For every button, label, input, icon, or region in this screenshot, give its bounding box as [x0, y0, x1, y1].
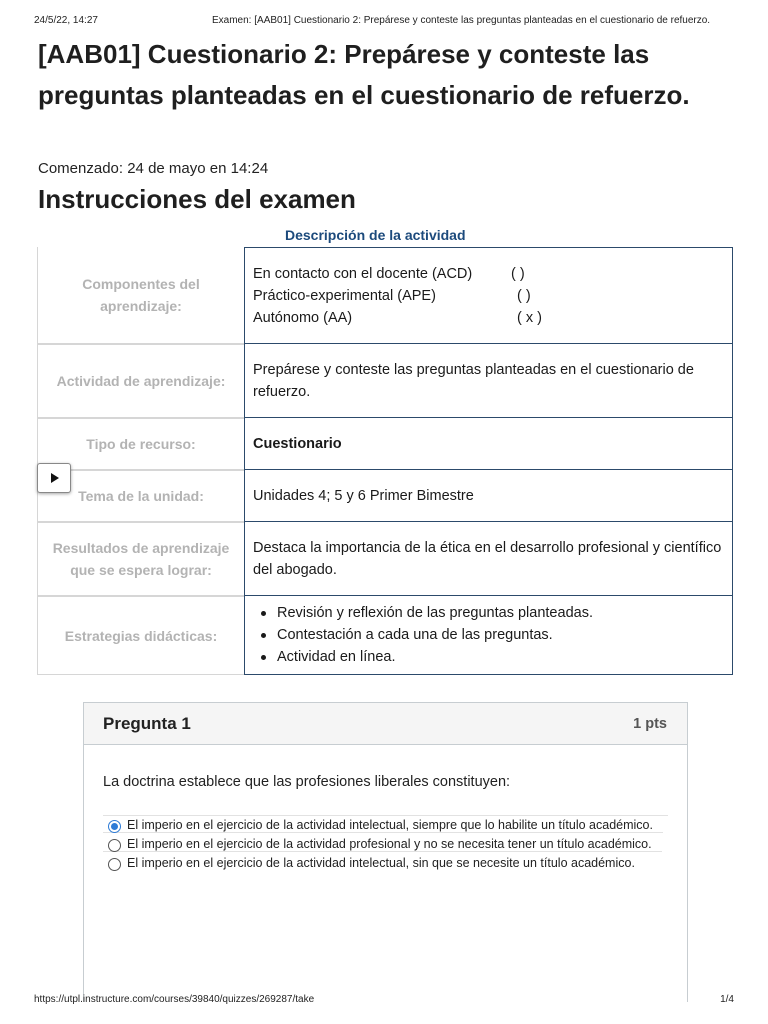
- strategies-label: Estrategias didácticas:: [37, 596, 244, 675]
- started-timestamp: Comenzado: 24 de mayo en 14:24: [38, 160, 269, 177]
- bullet-icon: [261, 655, 266, 660]
- print-header: [34, 15, 734, 29]
- print-url: https://utpl.instructure.com/courses/39840/quizzes/269287/take: [34, 994, 315, 1005]
- component-acd-mark: ( ): [511, 265, 525, 282]
- strategies-list: [253, 602, 724, 668]
- question-points: 1 pts: [633, 716, 667, 732]
- question-name: Pregunta 1: [103, 714, 191, 733]
- resource-label: Tipo de recurso:: [37, 418, 244, 470]
- answer-option[interactable]: [103, 848, 645, 870]
- instructions-heading: Instrucciones del examen: [38, 184, 356, 214]
- answer-list: [103, 815, 668, 873]
- component-aa: [253, 307, 724, 329]
- components-label: Componentes del aprendizaje:: [37, 247, 244, 344]
- component-ape-mark: ( ): [517, 287, 531, 304]
- row-strategies: [37, 596, 733, 675]
- strategy-item-text: Contestación a cada una de las preguntas.: [277, 627, 553, 643]
- answer-text: El imperio en el ejercicio de la actividad profesional y no se necesita tener un título académico.: [127, 837, 652, 851]
- radio-button[interactable]: [108, 858, 121, 871]
- question-text: La doctrina establece que las profesiones liberales constituyen:: [103, 774, 511, 790]
- topic-label: Tema de la unidad:: [37, 470, 244, 522]
- question-card: [83, 702, 688, 1002]
- components-value: [244, 247, 733, 344]
- answer-text: El imperio en el ejercicio de la actividad intelectual, sin que se necesite un título académico.: [127, 856, 635, 870]
- strategies-value: [244, 596, 733, 675]
- play-button[interactable]: [37, 463, 71, 493]
- activity-value: Prepárese y conteste las preguntas planteadas en el cuestionario de refuerzo.: [244, 344, 733, 418]
- print-footer: [34, 994, 734, 1008]
- strategy-item: [253, 624, 724, 646]
- results-label: Resultados de aprendizaje que se espera lograr:: [37, 522, 244, 596]
- print-datetime: 24/5/22, 14:27: [34, 15, 98, 26]
- question-header: [84, 703, 687, 745]
- resource-value-text: Cuestionario: [253, 435, 342, 452]
- component-acd-name: En contacto con el docente (ACD): [253, 265, 473, 282]
- activity-description-caption: Descripción de la actividad: [285, 227, 466, 243]
- component-aa-name: Autónomo (AA): [253, 309, 353, 326]
- resource-value: [244, 418, 733, 470]
- component-aa-mark: ( x ): [517, 309, 542, 326]
- results-value: Destaca la importancia de la ética en el desarrollo profesional y científico del abogado.: [244, 522, 733, 596]
- answer-text: El imperio en el ejercicio de la actividad intelectual, siempre que lo habilite un título académico.: [127, 818, 653, 832]
- strategy-item: [253, 602, 724, 624]
- row-activity: [37, 344, 733, 418]
- play-icon: [51, 473, 59, 483]
- bullet-icon: [261, 633, 266, 638]
- component-acd: [253, 263, 724, 285]
- topic-value: Unidades 4; 5 y 6 Primer Bimestre: [244, 470, 733, 522]
- row-topic: [37, 470, 733, 522]
- component-ape-name: Práctico-experimental (APE): [253, 287, 436, 304]
- strategy-item-text: Revisión y reflexión de las preguntas planteadas.: [277, 605, 593, 621]
- bullet-icon: [261, 611, 266, 616]
- strategy-item: [253, 646, 724, 668]
- quiz-title: [AAB01] Cuestionario 2: Prepárese y conteste las preguntas planteadas en el cuestionario de refuerzo.: [38, 39, 690, 110]
- component-ape: [253, 285, 724, 307]
- activity-label: Actividad de aprendizaje:: [37, 344, 244, 418]
- row-results: [37, 522, 733, 596]
- row-resource: [37, 418, 733, 470]
- strategy-item-text: Actividad en línea.: [277, 649, 396, 665]
- page-number: 1/4: [720, 994, 734, 1005]
- print-page-title: Examen: [AAB01] Cuestionario 2: Prepárese y conteste las preguntas planteadas en el cuestionario de refuerzo.: [212, 15, 711, 26]
- row-components: [37, 247, 733, 344]
